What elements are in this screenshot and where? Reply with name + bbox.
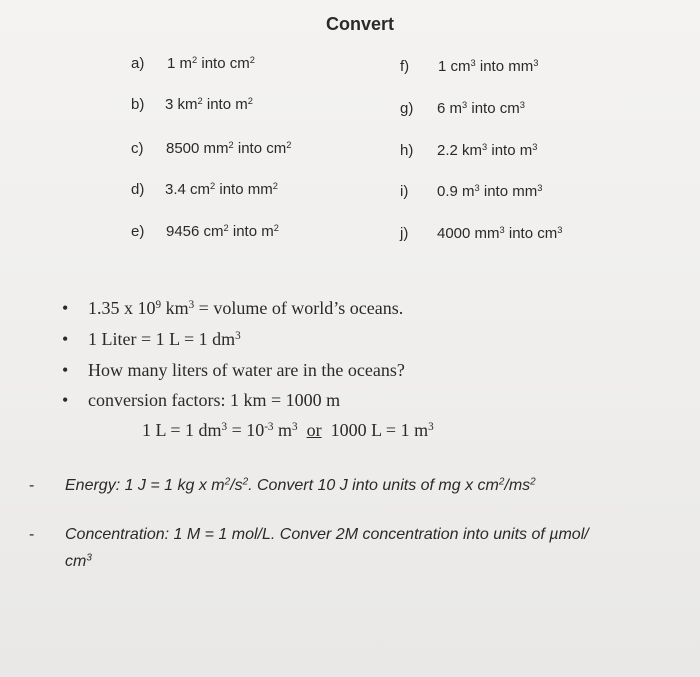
dash-marker: - — [29, 526, 35, 543]
problem-letter: g) — [400, 100, 414, 117]
problem-letter: h) — [400, 142, 414, 159]
page-title: Convert — [325, 14, 394, 34]
problem-letter: b) — [131, 96, 145, 113]
problem-text: 1 $cm^3$ into $mm^3$ — [438, 57, 539, 75]
bullet-icon: • — [62, 360, 69, 380]
problem-text: 2.2 $km^3$ into $m^3$ — [437, 141, 538, 159]
bullet-text: conversion factors: 1 km = 1000 m — [88, 390, 341, 410]
problem-text: 0.9 $m^3$ into $mm^3$ — [437, 182, 543, 200]
problem-letter: d) — [131, 181, 145, 198]
problem-text: 3 $km^2$ into $m^2$ — [165, 95, 253, 113]
bullet-text: 1.35 x $10^9$ $km^3$ = volume of world’s oceans. — [88, 298, 404, 318]
problem-letter: a) — [131, 55, 145, 72]
bullet-icon: • — [62, 298, 69, 318]
bullet-icon: • — [62, 329, 69, 349]
bullet-text: 1 Liter = 1 L = 1 $dm^3$ — [88, 329, 241, 349]
problem-text: 3.4 $cm^2$ into $mm^2$ — [165, 180, 278, 198]
problem-text: 4000 $mm^3$ into $cm^3$ — [437, 224, 563, 242]
problem-letter: j) — [400, 225, 409, 242]
problem-text: 6 $m^3$ into $cm^3$ — [437, 99, 525, 117]
problem-letter: i) — [400, 183, 409, 200]
energy-text: Energy: 1 J = 1 kg x $m^2/s^2$. Convert 10 J into units of mg x $cm^2/ms^2$ — [65, 476, 536, 494]
problem-text: 9456 $cm^2$ into $m^2$ — [166, 222, 279, 240]
concentration-unit: $cm^3$ — [65, 552, 92, 570]
bullet-text: How many liters of water are in the oceans? — [88, 360, 405, 380]
concentration-continued — [65, 553, 92, 571]
concentration-text: Concentration: 1 M = 1 mol/L. Conver 2M concentration into units of µmol/ — [65, 526, 589, 543]
problem-letter: f) — [400, 58, 410, 75]
problem-letter: c) — [131, 140, 144, 157]
bullet-icon: • — [62, 390, 69, 410]
conversion-text: 1 L = 1 $dm^3 = 10^{-3}$ $m^3$ or 1000 L = 1 $m^3$ — [142, 420, 434, 440]
problem-letter: e) — [131, 223, 145, 240]
problem-text: 1 $m^2$ into $cm^2$ — [167, 54, 255, 72]
or-text: or — [306, 420, 322, 440]
problem-text: 8500 $mm^2$ into $cm^2$ — [166, 139, 292, 157]
dash-marker: - — [29, 477, 35, 494]
